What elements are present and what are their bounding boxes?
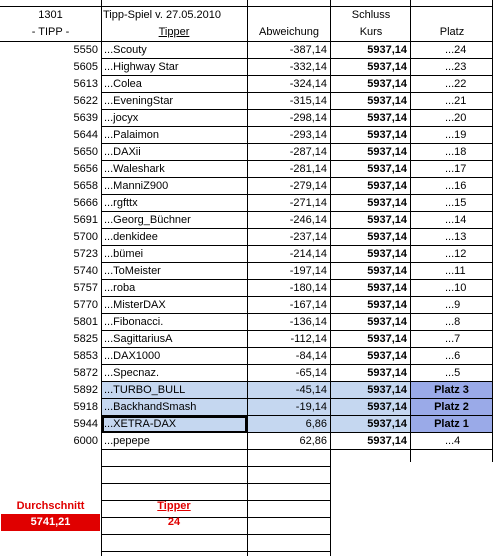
platz-cell[interactable]: ...15 [445, 197, 467, 209]
platz-cell[interactable]: ...17 [445, 163, 467, 175]
kurs-cell[interactable]: 5937,14 [367, 248, 407, 260]
abweichung-cell[interactable]: -271,14 [289, 197, 327, 209]
abweichung-cell[interactable]: -298,14 [289, 112, 327, 124]
platz-cell[interactable]: ...4 [445, 435, 461, 447]
header-platz[interactable]: Platz [439, 26, 465, 38]
kurs-cell[interactable]: 5937,14 [367, 61, 407, 73]
abweichung-cell[interactable]: 6,86 [248, 416, 330, 433]
platz-cell[interactable]: ...20 [445, 112, 467, 124]
kurs-cell[interactable]: 5937,14 [367, 112, 407, 124]
tipper-name-cell[interactable]: ...ToMeister [104, 265, 161, 277]
row-divider [101, 534, 247, 535]
platz-cell[interactable]: ...9 [445, 299, 461, 311]
tipp-cell[interactable]: 5550 [73, 44, 98, 56]
tipp-cell[interactable]: 5872 [73, 367, 98, 379]
tipper-name-cell[interactable]: ...denkidee [104, 231, 158, 243]
kurs-cell[interactable]: 5937,14 [367, 44, 407, 56]
tipp-cell[interactable]: 5918 [73, 401, 98, 413]
abweichung-cell[interactable]: -45,14 [248, 382, 330, 399]
row-divider [247, 534, 330, 535]
abweichung-cell[interactable]: -332,14 [289, 61, 327, 73]
kurs-cell[interactable]: 5937,14 [367, 333, 407, 345]
tipper-name-cell[interactable]: ...Colea [104, 78, 142, 90]
tipper-name-cell[interactable]: ...MisterDAX [104, 299, 166, 311]
row-divider [247, 517, 330, 518]
tipp-cell[interactable]: 5644 [73, 129, 98, 141]
platz-cell[interactable]: ...12 [445, 248, 467, 260]
tipper-name-cell[interactable]: ...DAXii [104, 146, 141, 158]
tipp-cell[interactable]: 5944 [73, 418, 98, 430]
tipp-cell[interactable]: 5700 [73, 231, 98, 243]
tipper-name-cell[interactable]: ...Fibonacci. [104, 316, 164, 328]
tipp-cell[interactable]: 5853 [73, 350, 98, 362]
abweichung-cell[interactable]: -237,14 [289, 231, 327, 243]
grid-line [247, 0, 248, 556]
row-divider [247, 466, 330, 467]
kurs-cell[interactable]: 5937,14 [331, 416, 410, 433]
row-divider [101, 551, 247, 552]
platz-cell[interactable]: ...8 [445, 316, 461, 328]
kurs-cell[interactable]: 5937,14 [367, 367, 407, 379]
kurs-cell[interactable]: 5937,14 [367, 214, 407, 226]
tipper-name-cell[interactable]: ...DAX1000 [104, 350, 161, 362]
tipp-cell[interactable]: 5650 [73, 146, 98, 158]
tipper-name-cell[interactable]: ...roba [104, 282, 136, 294]
tipp-cell[interactable]: 6000 [73, 435, 98, 447]
kurs-cell[interactable]: 5937,14 [367, 231, 407, 243]
header-id[interactable]: 1301 [38, 9, 63, 21]
tipp-cell[interactable]: 5691 [73, 214, 98, 226]
grid-line [410, 0, 411, 462]
platz-cell[interactable]: ...5 [445, 367, 461, 379]
platz-cell[interactable]: ...10 [445, 282, 467, 294]
tipper-name-cell[interactable]: ...Highway Star [104, 61, 179, 73]
platz-cell[interactable]: Platz 1 [411, 416, 492, 433]
platz-cell[interactable]: ...22 [445, 78, 467, 90]
kurs-cell[interactable]: 5937,14 [367, 78, 407, 90]
platz-cell[interactable]: ...11 [445, 265, 466, 277]
header-schluss[interactable]: Schluss [351, 9, 391, 21]
kurs-cell[interactable]: 5937,14 [367, 435, 407, 447]
abweichung-cell[interactable]: -293,14 [289, 129, 327, 141]
abweichung-cell[interactable]: -65,14 [295, 367, 327, 379]
row-divider [247, 483, 330, 484]
kurs-cell[interactable]: 5937,14 [331, 382, 410, 399]
platz-cell[interactable]: ...7 [445, 333, 461, 345]
platz-cell[interactable]: Platz 3 [411, 382, 492, 399]
kurs-cell[interactable]: 5937,14 [367, 350, 407, 362]
abweichung-cell[interactable]: -279,14 [289, 180, 327, 192]
grid-line [0, 6, 493, 7]
kurs-cell[interactable]: 5937,14 [367, 129, 407, 141]
tipper-name-cell[interactable]: ...jocyx [104, 112, 139, 124]
kurs-cell[interactable]: 5937,14 [367, 95, 407, 107]
grid-line [101, 0, 102, 556]
tipper-name-cell[interactable]: ...BackhandSmash [102, 399, 247, 416]
abweichung-cell[interactable]: -324,14 [289, 78, 327, 90]
tipp-cell[interactable]: 5656 [73, 163, 98, 175]
platz-cell[interactable]: ...6 [445, 350, 461, 362]
abweichung-cell[interactable]: -180,14 [289, 282, 327, 294]
kurs-cell[interactable]: 5937,14 [367, 282, 407, 294]
tipper-name-cell[interactable]: ...bümei [104, 248, 144, 260]
header-tipp[interactable]: - TIPP - [31, 26, 70, 38]
tipper-name-cell[interactable]: ...Specnaz. [104, 367, 160, 379]
tipper-name-cell[interactable]: ...EveningStar [104, 95, 174, 107]
tipp-cell[interactable]: 5757 [73, 282, 98, 294]
kurs-cell[interactable]: 5937,14 [367, 163, 407, 175]
row-divider [101, 466, 247, 467]
kurs-cell[interactable]: 5937,14 [367, 299, 407, 311]
tipp-cell[interactable]: 5605 [73, 61, 98, 73]
tipp-cell[interactable]: 5801 [73, 316, 98, 328]
abweichung-cell[interactable]: -287,14 [289, 146, 327, 158]
tipper-name-cell[interactable]: ...ManniZ900 [104, 180, 169, 192]
tipper-name-cell[interactable]: ...SagittariusA [104, 333, 173, 345]
tipper-name-cell[interactable]: ...Palaimon [104, 129, 160, 141]
tipp-cell[interactable]: 5622 [73, 95, 98, 107]
tipper-name-cell[interactable]: ...TURBO_BULL [102, 382, 247, 399]
platz-cell[interactable]: ...18 [445, 146, 467, 158]
header-title[interactable]: Tipp-Spiel v. 27.05.2010 [103, 9, 222, 21]
abweichung-cell[interactable]: -197,14 [289, 265, 327, 277]
tipper-name-cell[interactable]: ...Waleshark [104, 163, 165, 175]
row-divider [247, 551, 330, 552]
kurs-cell[interactable]: 5937,14 [367, 180, 407, 192]
row-divider [247, 500, 330, 501]
kurs-cell[interactable]: 5937,14 [331, 399, 410, 416]
abweichung-cell[interactable]: -315,14 [289, 95, 327, 107]
tipper-count-value[interactable]: 24 [167, 516, 181, 528]
tipp-cell[interactable]: 5613 [73, 78, 98, 90]
header-tipper[interactable]: Tipper [158, 26, 190, 38]
kurs-cell[interactable]: 5937,14 [367, 316, 407, 328]
header-kurs[interactable]: Kurs [359, 26, 383, 38]
kurs-cell[interactable]: 5937,14 [367, 197, 407, 209]
platz-cell[interactable]: Platz 2 [411, 399, 492, 416]
abweichung-cell[interactable]: -214,14 [289, 248, 327, 260]
platz-cell[interactable]: ...14 [445, 214, 467, 226]
durchschnitt-value[interactable]: 5741,21 [1, 514, 100, 531]
row-divider [101, 449, 493, 450]
abweichung-cell[interactable]: -387,14 [289, 44, 327, 56]
abweichung-cell[interactable]: -112,14 [290, 333, 327, 345]
grid-line [0, 41, 493, 42]
kurs-cell[interactable]: 5937,14 [367, 146, 407, 158]
tipp-cell[interactable]: 5892 [73, 384, 98, 396]
tipp-cell[interactable]: 5825 [73, 333, 98, 345]
platz-cell[interactable]: ...13 [445, 231, 467, 243]
durchschnitt-label[interactable]: Durchschnitt [16, 500, 85, 512]
kurs-cell[interactable]: 5937,14 [367, 265, 407, 277]
abweichung-cell[interactable]: -281,14 [289, 163, 327, 175]
abweichung-cell[interactable]: -19,14 [248, 399, 330, 416]
tipper-name-cell[interactable]: ...rgfttx [104, 197, 138, 209]
tipp-cell[interactable]: 5723 [73, 248, 98, 260]
abweichung-cell[interactable]: -84,14 [295, 350, 327, 362]
platz-cell[interactable]: ...21 [445, 95, 467, 107]
platz-cell[interactable]: ...24 [445, 44, 467, 56]
abweichung-cell[interactable]: 62,86 [299, 435, 327, 447]
abweichung-cell[interactable]: -167,14 [289, 299, 327, 311]
abweichung-cell[interactable]: -136,14 [289, 316, 327, 328]
platz-cell[interactable]: ...16 [445, 180, 467, 192]
row-divider [101, 483, 247, 484]
platz-cell[interactable]: ...23 [445, 61, 467, 73]
tipper-count-label[interactable]: Tipper [157, 500, 191, 512]
tipp-cell[interactable]: 5639 [73, 112, 98, 124]
platz-cell[interactable]: ...19 [445, 129, 467, 141]
tipper-name-cell[interactable]: ...XETRA-DAX [102, 416, 247, 433]
tipp-cell[interactable]: 5740 [73, 265, 98, 277]
tipper-name-cell[interactable]: ...Georg_Büchner [104, 214, 191, 226]
grid-line [330, 0, 331, 556]
tipp-cell[interactable]: 5666 [73, 197, 98, 209]
tipper-name-cell[interactable]: ...Scouty [104, 44, 147, 56]
abweichung-cell[interactable]: -246,14 [289, 214, 327, 226]
tipp-cell[interactable]: 5770 [73, 299, 98, 311]
header-abweichung[interactable]: Abweichung [259, 26, 319, 38]
tipp-cell[interactable]: 5658 [73, 180, 98, 192]
tipper-name-cell[interactable]: ...pepepe [104, 435, 150, 447]
